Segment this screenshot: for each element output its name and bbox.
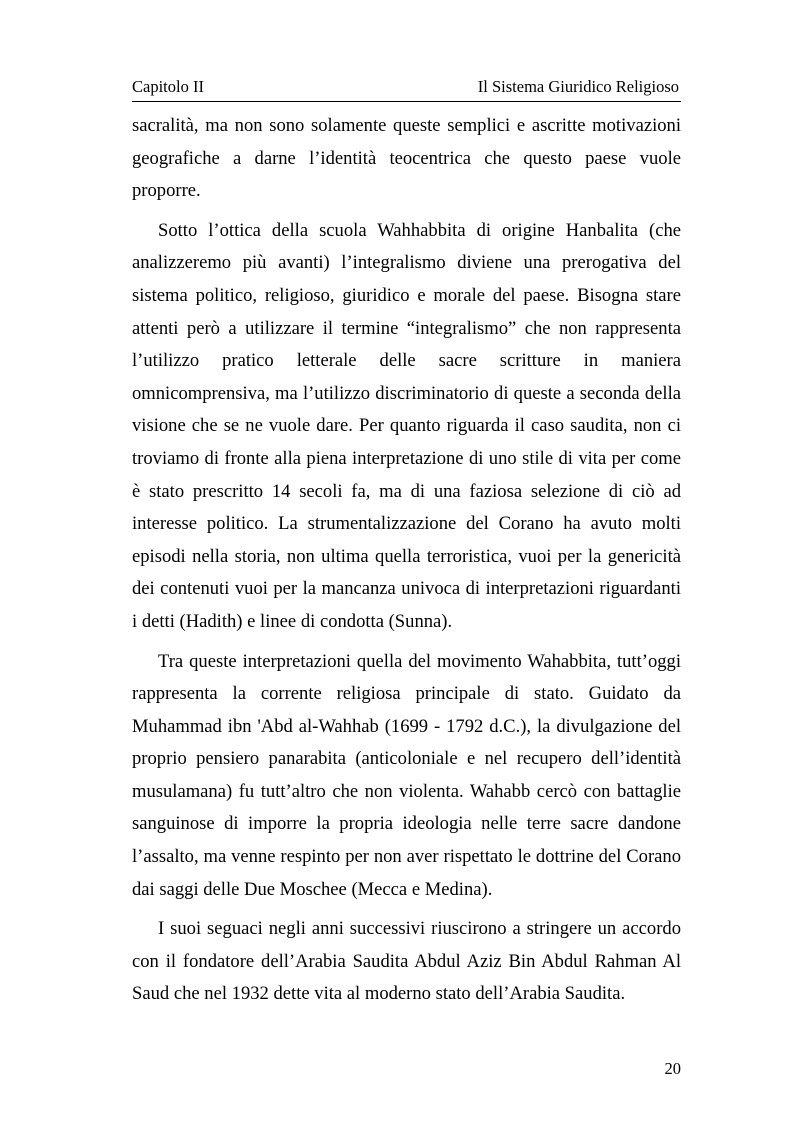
paragraph-continuation: sacralità, ma non sono solamente queste semplici e ascritte motivazioni geografiche a darne l’identità teocentrica che questo paese vuole proporre. [132,115,681,202]
page-number: 20 [664,1059,681,1078]
paragraph: Tra queste interpretazioni quella del movimento Wahabbita, tutt’oggi rappresenta la corrente religiosa principale di stato. Guidato da Muhammad ibn 'Abd al-Wahhab (1699 - 1792 d.C.), la divulgazione del proprio pensiero panarabita (anticoloniale e nel recupero dell’identità musulamana) fu tutt’altro che non violenta. Wahabb cercò con battaglie sanguinose di imporre la propria ideologia nelle terre sacre dandone l’assalto, ma venne respinto per non aver rispettato le dottrine del Corano dai saggi delle Due Moschee (Mecca e Medina). [132,650,681,900]
header-divider [132,101,681,102]
paragraph: Sotto l’ottica della scuola Wahhabbita di origine Hanbalita (che analizzeremo più avanti) l’integralismo diviene una prerogativa del sistema politico, religioso, giuridico e morale del paese. Bisogna stare attenti però a utilizzare il termine “integralismo” che non rappresenta l’utilizzo pratico letterale delle sacre scritture in maniera omnicomprensiva, ma l’utilizzo discriminatorio di queste a seconda della visione che se ne vuole dare. Per quanto riguarda il caso saudita, non ci troviamo di fronte alla piena interpretazione di uno stile di vita per come è stato prescritto 14 secoli fa, ma di una faziosa selezione di ciò ad interesse politico. La strumentalizzazione del Corano ha avuto molti episodi nella storia, non ultima quella terroristica, vuoi per la genericità dei contenuti vuoi per la mancanza univoca di interpretazioni riguardanti i detti (Hadith) e linee di condotta (Sunna). [132,219,681,632]
running-header [132,77,681,99]
chapter-label: Capitolo II [132,77,204,96]
paragraph: I suoi seguaci negli anni successivi riuscirono a stringere un accordo con il fondatore dell’Arabia Saudita Abdul Aziz Bin Abdul Rahman Al Saud che nel 1932 dette vita al moderno stato dell’Arabia Saudita. [132,918,681,1005]
body-text [132,110,681,1018]
section-title: Il Sistema Giuridico Religioso [477,77,679,96]
